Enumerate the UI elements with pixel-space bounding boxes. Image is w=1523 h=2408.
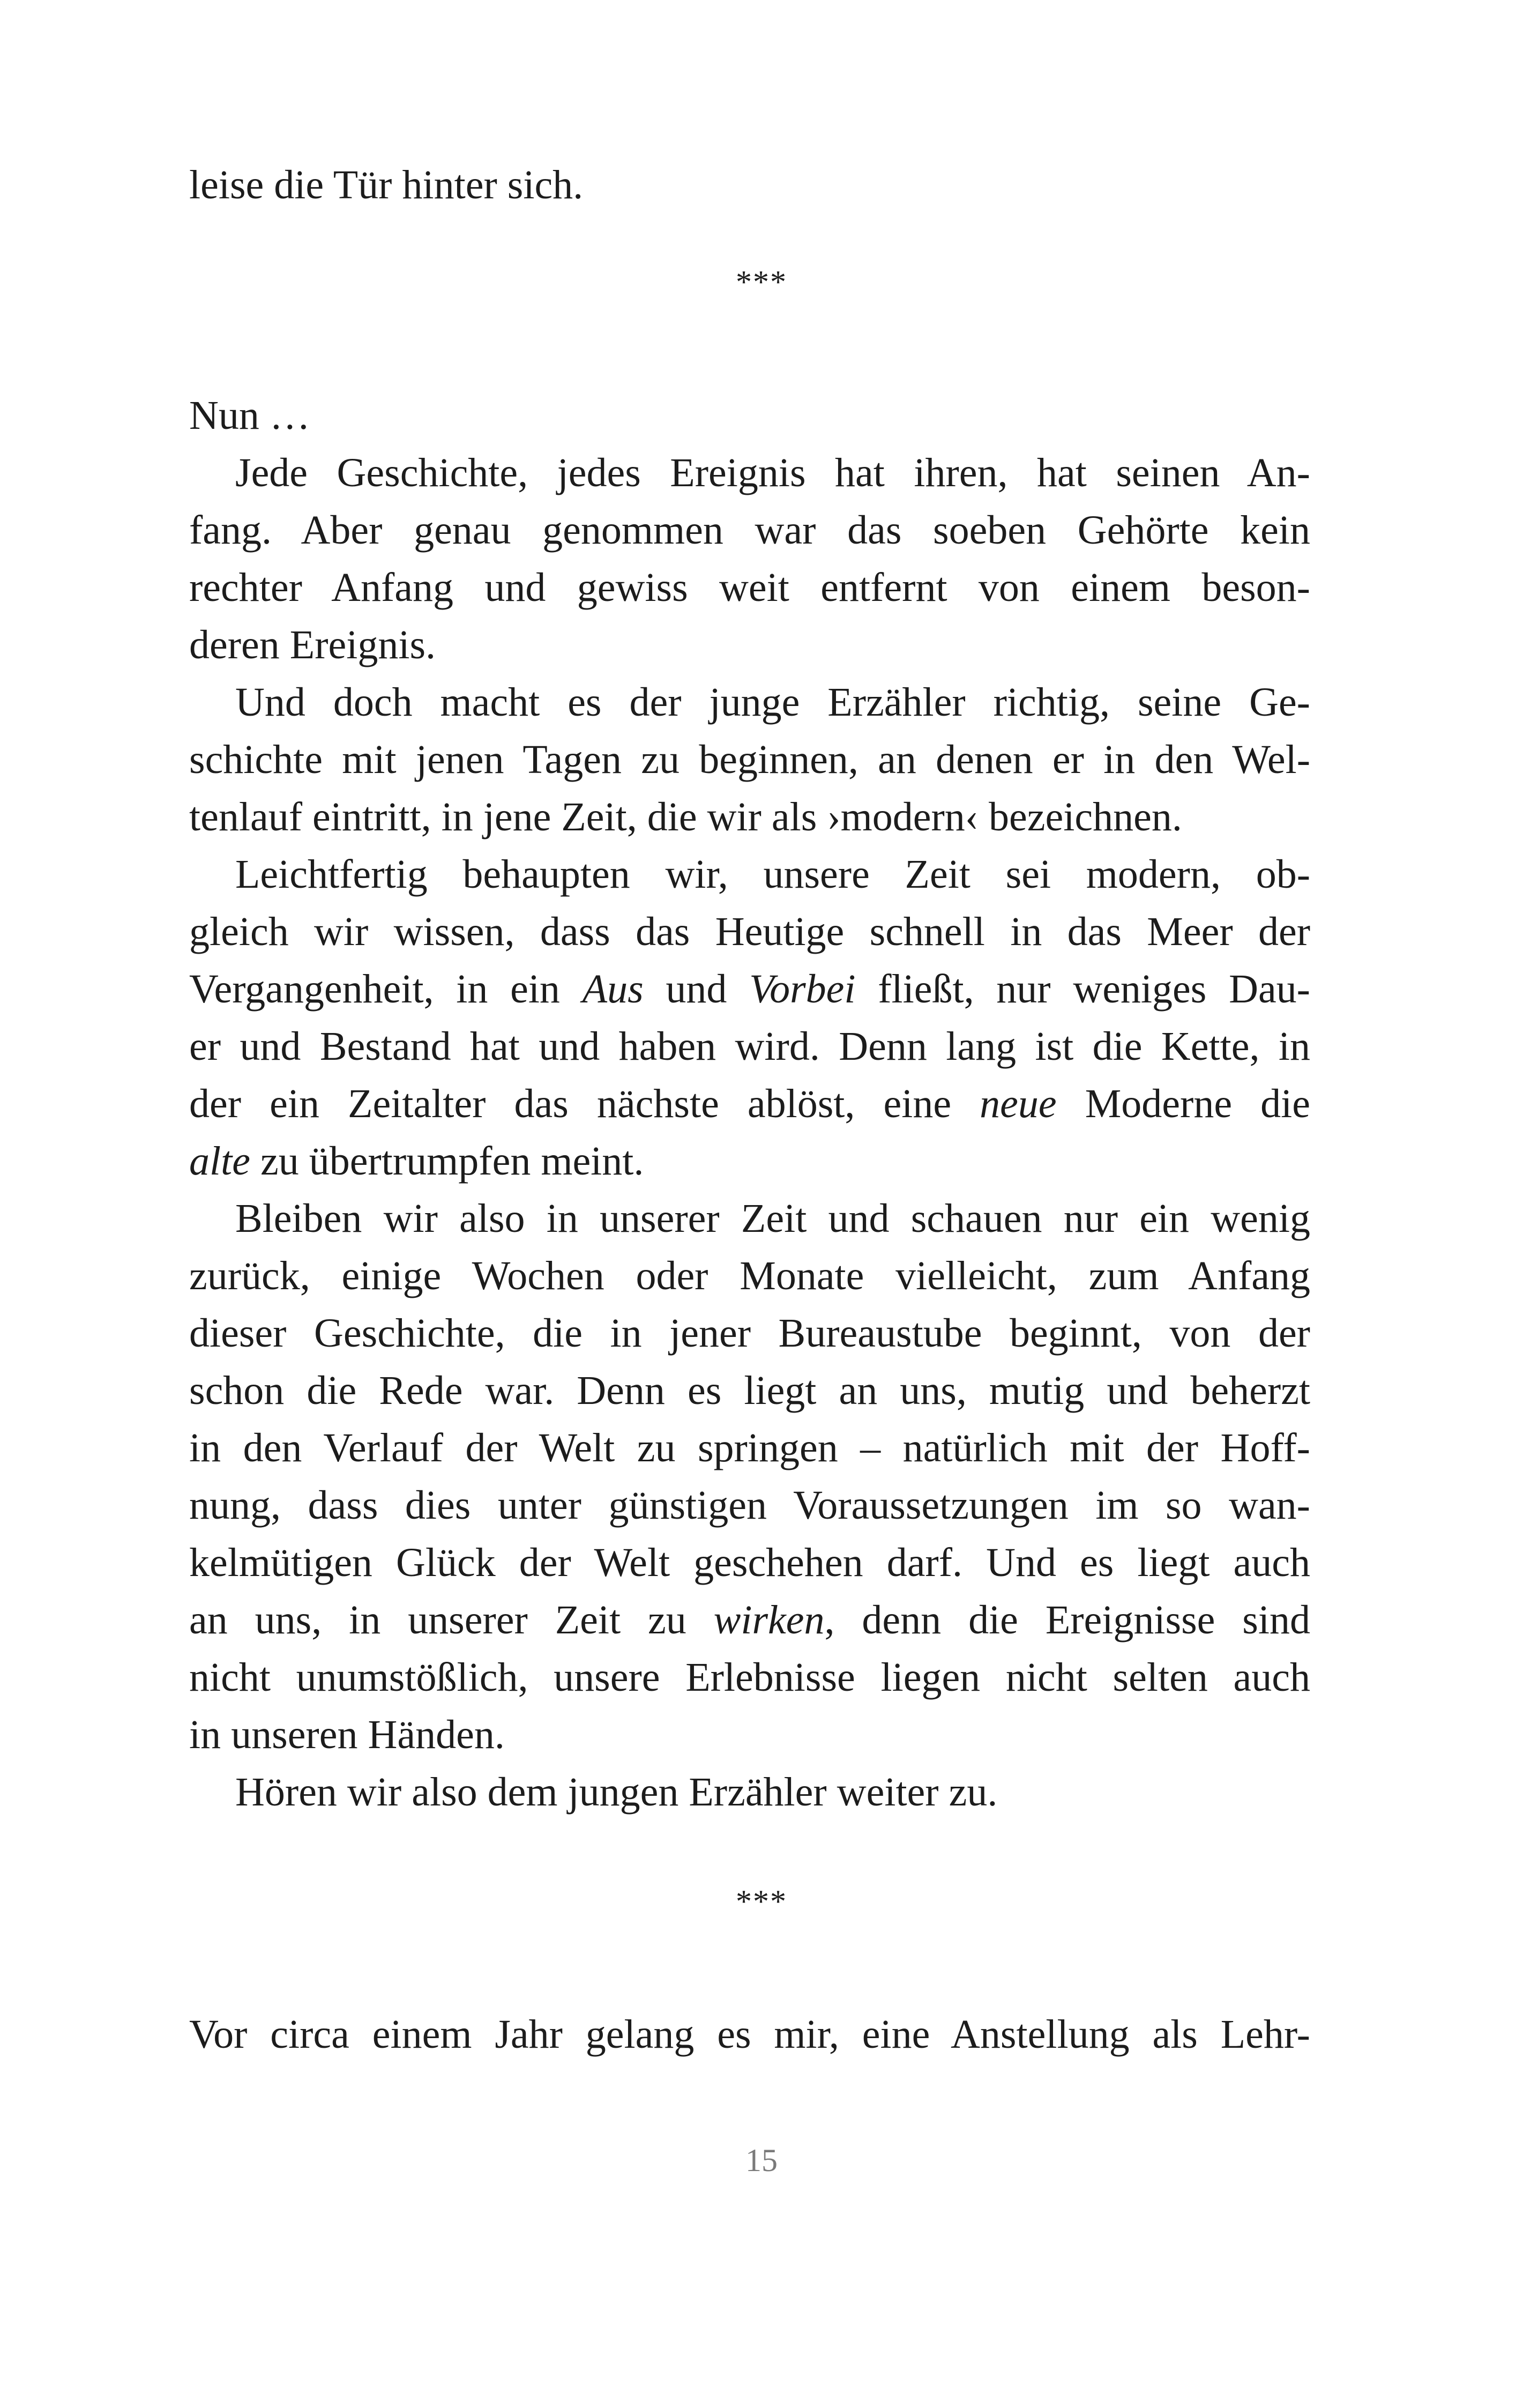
text-line: nicht unumstößlich, unsere Erlebnisse liegen nicht selten auch bbox=[189, 1655, 1310, 1700]
paragraph-opening-fragment bbox=[189, 157, 1310, 214]
section-body bbox=[189, 387, 1310, 1821]
text-line: dieser Geschichte, die in jener Bureaustube beginnt, von der bbox=[189, 1311, 1310, 1356]
section-separator: *** bbox=[736, 264, 787, 300]
emphasis-text: Aus bbox=[582, 967, 644, 1012]
text-span: der ein Zeitalter das nächste ablöst, eine bbox=[189, 1081, 980, 1126]
text-line: schon die Rede war. Denn es liegt an uns, mutig und beherzt bbox=[189, 1368, 1310, 1413]
emphasis-text: alte bbox=[189, 1139, 250, 1184]
text-line: Leichtfertig behaupten wir, unsere Zeit sei modern, ob- bbox=[235, 852, 1310, 897]
emphasis-text: neue bbox=[980, 1081, 1057, 1126]
text-span: Moderne die bbox=[1056, 1081, 1310, 1126]
text-line: Jede Geschichte, jedes Ereignis hat ihren, hat seinen An- bbox=[235, 450, 1310, 495]
section-next bbox=[189, 2006, 1310, 2063]
text-span: Vergangenheit, in ein bbox=[189, 967, 583, 1012]
text-line bbox=[189, 1592, 1310, 1649]
text-line: leise die Tür hinter sich. bbox=[189, 162, 584, 207]
text-line: schichte mit jenen Tagen zu beginnen, an denen er in den Wel- bbox=[189, 737, 1310, 782]
text-span: an uns, in unserer Zeit zu bbox=[189, 1597, 714, 1643]
text-span: und bbox=[643, 967, 750, 1012]
text-line: tenlauf eintritt, in jene Zeit, die wir als ›modern‹ bezeichnen. bbox=[189, 794, 1182, 839]
section-separator: *** bbox=[736, 1884, 787, 1919]
text-span: fließt, nur weniges Dau- bbox=[855, 967, 1310, 1012]
emphasis-text: wirken bbox=[713, 1597, 825, 1643]
text-line: zurück, einige Wochen oder Monate vielleicht, zum Anfang bbox=[189, 1253, 1310, 1298]
text-line: kelmütigen Glück der Welt geschehen darf. Und es liegt auch bbox=[189, 1540, 1310, 1585]
emphasis-text: Vorbei bbox=[749, 967, 856, 1012]
text-line bbox=[189, 961, 1310, 1018]
text-line: Vor circa einem Jahr gelang es mir, eine Anstellung als Lehr- bbox=[189, 2012, 1310, 2057]
text-line bbox=[189, 1133, 1310, 1190]
text-span: zu übertrumpfen meint. bbox=[250, 1139, 644, 1184]
text-line: Und doch macht es der junge Erzähler richtig, seine Ge- bbox=[235, 680, 1310, 725]
text-line: in den Verlauf der Welt zu springen – natürlich mit der Hoff- bbox=[189, 1425, 1310, 1470]
text-line: Bleiben wir also in unserer Zeit und schauen nur ein wenig bbox=[235, 1196, 1310, 1241]
page-number: 15 bbox=[745, 2143, 778, 2178]
text-line: deren Ereignis. bbox=[189, 622, 436, 667]
text-line: nung, dass dies unter günstigen Voraussetzungen im so wan- bbox=[189, 1483, 1310, 1528]
text-line: gleich wir wissen, dass das Heutige schnell in das Meer der bbox=[189, 909, 1310, 954]
text-line: fang. Aber genau genommen war das soeben Gehörte kein bbox=[189, 508, 1310, 553]
text-line bbox=[189, 1075, 1310, 1133]
text-span: , denn die Ereignisse sind bbox=[824, 1597, 1310, 1643]
text-line: in unseren Händen. bbox=[189, 1712, 505, 1757]
text-line: Hören wir also dem jungen Erzähler weiter zu. bbox=[235, 1770, 998, 1815]
text-line: er und Bestand hat und haben wird. Denn lang ist die Kette, in bbox=[189, 1024, 1310, 1069]
text-line: rechter Anfang und gewiss weit entfernt von einem beson- bbox=[189, 565, 1310, 610]
text-line: Nun … bbox=[189, 393, 310, 438]
